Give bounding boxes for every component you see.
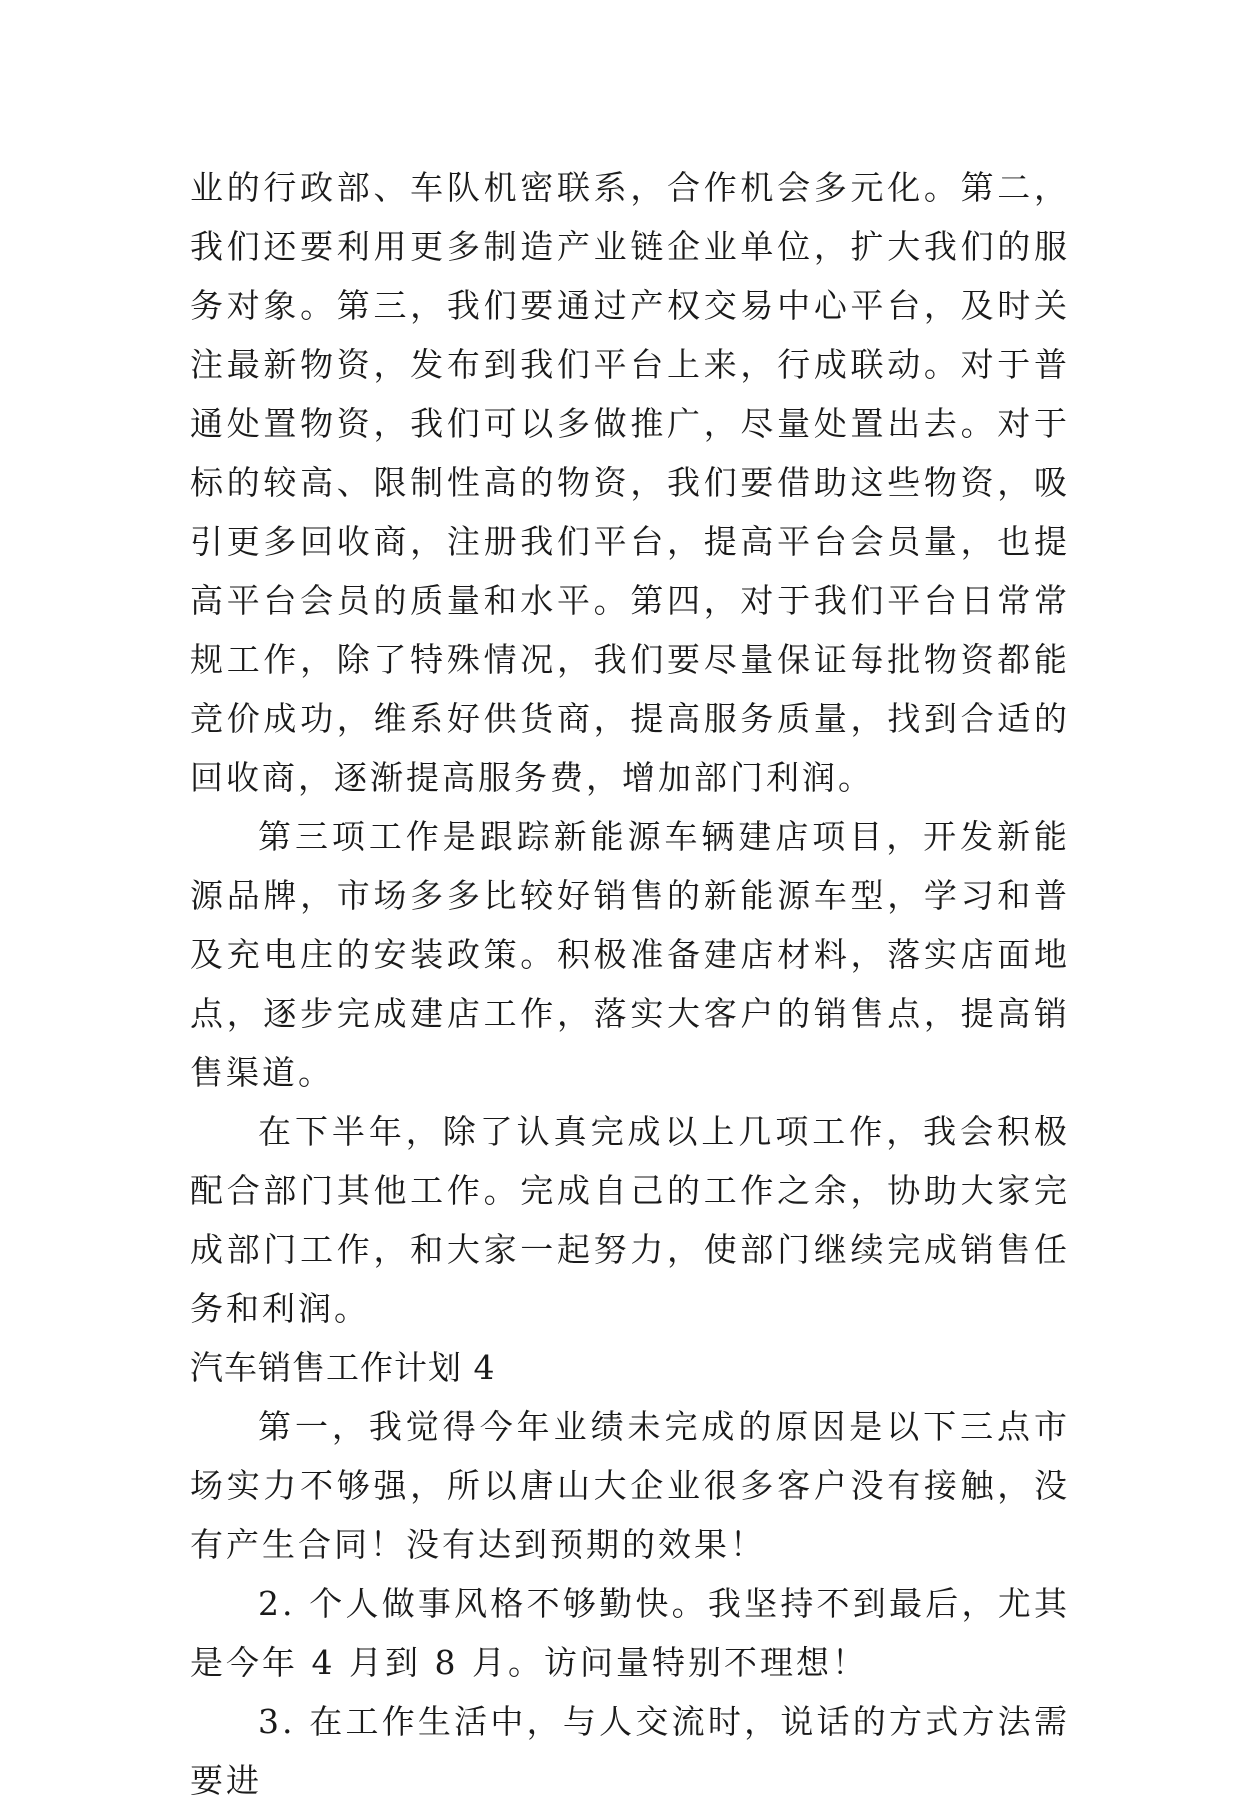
paragraph-reason-one: 第一，我觉得今年业绩未完成的原因是以下三点市场实力不够强，所以唐山大企业很多客户没有接触，没有产生合同！没有达到预期的效果！ xyxy=(190,1407,1070,1564)
paragraph-cooperation-plan: 业的行政部、车队机密联系，合作机会多元化。第二，我们还要利用更多制造产业链企业单位，扩大我们的服务对象。第三，我们要通过产权交易中心平台，及时关注最新物资，发布到我们平台上来，行成联动。对于普通处置物资，我们可以多做推广，尽量处置出去。对于标的较高、限制性高的物资，我们要借助这些物资，吸引更多回收商，注册我们平台，提高平台会员量，也提高平台会员的质量和水平。第四，对于我们平台日常常规工作，除了特殊情况，我们要尽量保证每批物资都能竞价成功，维系好供货商，提高服务质量，找到合适的回收商，逐渐提高服务费，增加部门利润。 xyxy=(190,168,1070,797)
paragraph-reason-two: 2. 个人做事风格不够勤快。我坚持不到最后，尤其是今年 4 月到 8 月。访问量特别不理想！ xyxy=(190,1584,1070,1682)
paragraph-new-energy-store: 第三项工作是跟踪新能源车辆建店项目，开发新能源品牌，市场多多比较好销售的新能源车型，学习和普及充电庄的安装政策。积极准备建店材料，落实店面地点，逐步完成建店工作，落实大客户的销售点，提高销售渠道。 xyxy=(190,817,1070,1092)
paragraph-second-half-year: 在下半年，除了认真完成以上几项工作，我会积极配合部门其他工作。完成自己的工作之余，协助大家完成部门工作，和大家一起努力，使部门继续完成销售任务和利润。 xyxy=(190,1112,1070,1328)
section-heading: 汽车销售工作计划 4 xyxy=(190,1348,496,1387)
document-body xyxy=(190,158,1070,1810)
paragraph-reason-three: 3. 在工作生活中，与人交流时，说话的方式方法需要进 xyxy=(190,1702,1070,1800)
